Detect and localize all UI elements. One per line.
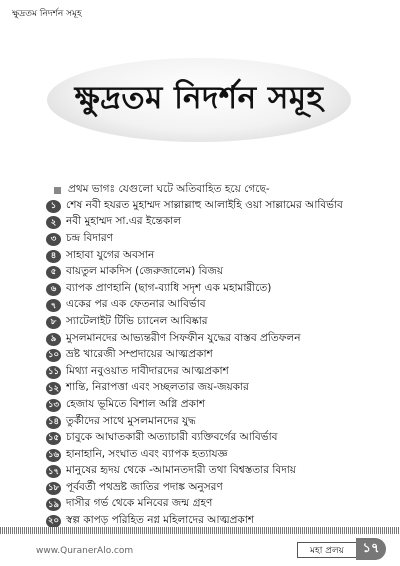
footer-divider	[0, 527, 400, 534]
item-text: স্বল্প কাপড় পরিহিত নগ্ন মহিলাদের আত্মপ্রকাশ	[66, 514, 255, 527]
page-title: ক্ষুদ্রতম নিদর্শন সমূহ	[74, 80, 324, 116]
list-item	[46, 480, 376, 497]
list-item	[46, 298, 376, 315]
item-text: ভ্রষ্ট খারেজী সম্প্রদায়ের আত্মপ্রকাশ	[66, 348, 213, 361]
list-item	[46, 464, 376, 481]
item-text: শান্তি, নিরাপত্তা এবং সচ্ছলতার জয়-জয়কার	[66, 381, 249, 394]
item-number-badge: ৪	[46, 250, 61, 263]
title-banner	[47, 58, 351, 142]
list-item	[46, 314, 376, 331]
list-item	[46, 231, 376, 248]
item-number-badge: ৯	[46, 333, 61, 346]
item-number-badge: ১৫	[47, 433, 60, 444]
footer-url: www.QuranerAlo.com	[36, 546, 134, 556]
item-text: বায়তুল মাকদিস (জেরুজালেম) বিজয়	[66, 265, 224, 278]
item-text: চাবুকে আঘাতকারী অত্যাচারী ব্যক্তিবর্গের আবির্ভাব	[66, 431, 278, 444]
item-text: মিথ্যা নবুওয়াত দাবীদারদের আত্মপ্রকাশ	[66, 364, 229, 377]
item-text: একের পর এক ফেতনার আবির্ভাব	[66, 298, 206, 311]
item-number-badge: ১৬	[47, 449, 60, 460]
item-number-badge: ৩	[46, 233, 61, 246]
section-intro	[54, 182, 270, 199]
item-number-badge: ১০	[47, 350, 60, 361]
list-item	[46, 430, 376, 447]
item-number-badge: ১	[46, 200, 61, 213]
square-bullet-icon	[54, 187, 61, 194]
item-number-badge: ৫	[46, 266, 61, 279]
signs-list	[46, 198, 376, 530]
item-text: সাহাবা যুগের অবসান	[66, 248, 155, 261]
item-text: ব্যাপক প্রাণহানি (ছাগ-ব্যাধি সদৃশ এক মহামারীতে)	[66, 281, 272, 294]
page-number: ১৭	[356, 538, 386, 560]
list-item	[46, 381, 376, 398]
item-number-badge: ৭	[46, 299, 61, 312]
item-text: চন্দ্র বিদারণ	[66, 231, 114, 244]
item-text: নবী মুহাম্মদ সা.এর ইন্তেকাল	[66, 215, 182, 228]
item-text: হেজায ভূমিতে বিশাল অগ্নি প্রকাশ	[66, 397, 206, 410]
list-item	[46, 264, 376, 281]
item-number-badge: ১৪	[47, 416, 60, 427]
item-number-badge: ২	[46, 216, 61, 229]
item-text: হানাহানি, সংঘাত এবং ব্যাপক হত্যাযজ্ঞ	[66, 447, 228, 460]
footer-book-title: মহা প্রলয়	[297, 542, 357, 558]
item-text: দাসীর গর্ভ থেকে মনিবের জন্ম গ্রহণ	[66, 497, 213, 510]
item-text: পূর্ববর্তী পথভ্রষ্ট জাতির পদাঙ্ক অনুসরণ	[66, 480, 223, 493]
item-number-badge: ১৭	[47, 466, 60, 477]
item-number-badge: ১২	[47, 383, 60, 394]
item-number-badge: ৬	[46, 283, 61, 296]
list-item	[46, 248, 376, 265]
item-text: মানুষের হৃদয় থেকে -আমানতদারী তথা বিশ্বস্ততার বিদায়	[66, 464, 296, 477]
list-item	[46, 331, 376, 348]
list-item	[46, 397, 376, 414]
list-item	[46, 364, 376, 381]
list-item	[46, 281, 376, 298]
item-number-badge: ১৯	[47, 499, 60, 510]
list-item	[46, 497, 376, 514]
item-number-badge: ১৮	[47, 483, 60, 494]
item-number-badge: ১৩	[47, 400, 60, 411]
list-item	[46, 414, 376, 431]
item-text: তুর্কীদের সাথে মুসলমানদের যুদ্ধ	[66, 414, 196, 427]
item-text: শেষ নবী হযরত মুহাম্মদ সাল্লাল্লাহু আলাইহি ওয়া সাল্লামের আবির্ভাব	[66, 198, 343, 211]
item-number-badge: ৮	[46, 316, 61, 329]
section-intro-text: প্রথম ভাগঃ যেগুলো ঘটে অতিবাহিত হয়ে গেছে-	[68, 183, 270, 195]
list-item	[46, 347, 376, 364]
item-number-badge: ১১	[47, 366, 60, 377]
item-text: মুসলমানদের আভ্যন্তরীণ সিফফীন যুদ্ধের বাস্তব প্রতিফলন	[66, 331, 301, 344]
list-item	[46, 198, 376, 215]
list-item	[46, 215, 376, 232]
running-header: ক্ষুদ্রতম নিদর্শন সমূহ	[12, 9, 82, 19]
item-number-badge: ২০	[47, 516, 60, 527]
item-text: স্যাটেলাইট টিভি চ্যানেল আবিষ্কার	[66, 314, 208, 327]
list-item	[46, 447, 376, 464]
